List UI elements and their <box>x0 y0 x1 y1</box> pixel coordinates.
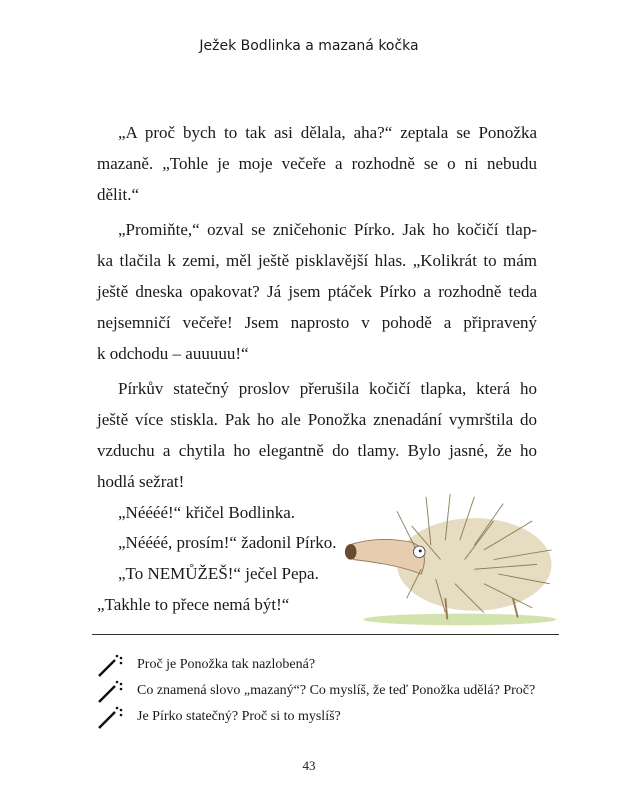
question-text: Proč je Ponožka tak nazlobená? <box>137 657 316 672</box>
question-item <box>97 652 567 678</box>
text-line: mazaně. „Tohle je moje večeře a rozhodně se o ni nebudu <box>97 153 537 173</box>
text-line: ka tlačila k zemi, měl ještě pisklavější hlas. „Kolikrát to mám <box>97 251 537 271</box>
text-line: Pírkův statečný proslov přerušila kočičí tlapka, která ho <box>118 379 537 399</box>
text-line: vzduchu a chytila ho elegantně do tlamy. Bylo jasné, že ho <box>97 440 537 460</box>
question-item <box>97 678 567 704</box>
question-text: Je Pírko statečný? Proč si to myslíš? <box>137 709 341 724</box>
text-line: „A proč bych to tak asi dělala, aha?“ zeptala se Ponožka <box>118 123 537 142</box>
running-header: Ježek Bodlinka a mazaná kočka <box>199 38 419 54</box>
text-line: ještě dneska opakovat? Já jsem ptáček Pírko a rozhodně teda <box>97 281 537 301</box>
question-item <box>97 704 567 730</box>
paragraph <box>97 374 537 497</box>
paragraph <box>97 118 537 210</box>
text-line: „Néééé, prosím!“ žadonil Pírko. <box>118 533 337 553</box>
text-line: k odchodu – auuuuu!“ <box>97 343 249 363</box>
divider <box>92 634 559 635</box>
text-line: „Promiňte,“ ozval se zničehonic Pírko. Jak ho kočičí tlap- <box>118 220 537 240</box>
question-text: Co znamená slovo „mazaný“? Co myslíš, že teď Ponožka udělá? Proč? <box>137 683 536 698</box>
magic-wand-icon <box>97 678 125 704</box>
magic-wand-icon <box>97 652 125 678</box>
text-line: dělit.“ <box>97 184 140 204</box>
page-number: 43 <box>302 758 316 773</box>
question-list <box>97 652 567 730</box>
paragraph <box>97 215 537 369</box>
text-line: „To NEMŮŽEŠ!“ ječel Pepa. <box>118 564 319 584</box>
text-line: nejsemničí večeře! Jsem naprosto v pohodě a připravený <box>97 312 537 332</box>
story-text <box>97 118 537 621</box>
text-line: „Néééé!“ křičel Bodlinka. <box>118 502 295 522</box>
text-line: ještě více stiskla. Pak ho ale Ponožka znenadání vymrštila do <box>97 410 537 430</box>
magic-wand-icon <box>97 704 125 730</box>
text-line: hodlá sežrat! <box>97 471 185 491</box>
text-line: „Takhle to přece nemá být!“ <box>97 594 290 614</box>
